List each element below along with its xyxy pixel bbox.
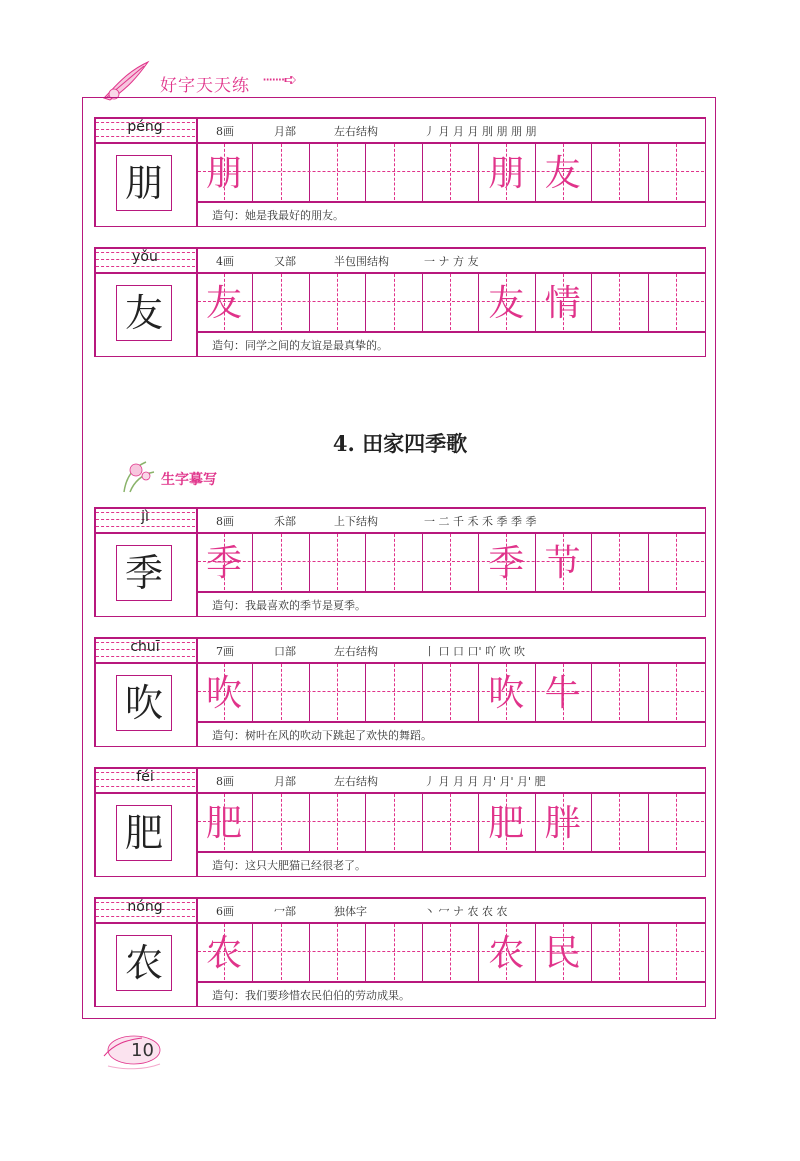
- cell-guide-line: [281, 794, 282, 850]
- stroke-order: 丿 月 月 月 月' 月' 月' 肥: [424, 775, 546, 788]
- word-character: 友: [544, 153, 581, 194]
- cell-guide-line: [281, 664, 282, 720]
- cell-guide-line: [676, 274, 677, 330]
- pinyin-label: féi: [136, 769, 154, 785]
- word-character: 肥: [488, 803, 525, 844]
- model-character-box: [116, 155, 172, 211]
- structure: 上下结构: [334, 515, 378, 528]
- pinyin-label: péng: [127, 119, 163, 135]
- cell-guide-line: [450, 274, 451, 330]
- header-title: 好字天天练: [160, 76, 250, 96]
- grid-line: [705, 897, 707, 1007]
- structure: 左右结构: [334, 775, 378, 788]
- radical: 口部: [274, 645, 296, 658]
- word-character: 民: [544, 933, 581, 974]
- stroke-order: 丿 月 月 月 刖 朋 朋 朋: [424, 125, 537, 138]
- grid-line: [196, 981, 706, 983]
- cell-guide-line: [394, 664, 395, 720]
- character-entry: [94, 117, 706, 227]
- cell-guide-line: [450, 664, 451, 720]
- structure: 半包围结构: [334, 255, 389, 268]
- cell-guide-line: [619, 664, 620, 720]
- model-character-box: [116, 285, 172, 341]
- word-character: 情: [544, 283, 581, 324]
- character-entry: [94, 897, 706, 1007]
- example-sentence: 造句：这只大肥猫已经很老了。: [212, 859, 366, 872]
- pinyin-guide-line: [96, 526, 195, 527]
- cell-guide-line: [281, 274, 282, 330]
- cell-guide-line: [337, 274, 338, 330]
- radical: 禾部: [274, 515, 296, 528]
- grid-line: [94, 662, 706, 664]
- word-character: 友: [488, 283, 525, 324]
- pinyin-label: jì: [141, 509, 149, 525]
- example-sentence: 造句：树叶在风的吹动下跳起了欢快的舞蹈。: [212, 729, 432, 742]
- character-entry: [94, 637, 706, 747]
- cell-guide-line: [198, 171, 704, 172]
- radical: 月部: [274, 775, 296, 788]
- cell-guide-line: [450, 794, 451, 850]
- character-entry: [94, 767, 706, 877]
- cell-guide-line: [619, 274, 620, 330]
- cell-guide-line: [676, 664, 677, 720]
- cell-guide-line: [450, 924, 451, 980]
- cell-guide-line: [394, 794, 395, 850]
- cell-guide-line: [676, 794, 677, 850]
- pinyin-label: chuī: [130, 639, 160, 655]
- word-character: 牛: [544, 673, 581, 714]
- model-character: 朋: [124, 161, 163, 205]
- pinyin-guide-line: [96, 656, 195, 657]
- stroke-order: 丶 冖 ナ 农 农 农: [424, 905, 508, 918]
- grid-line: [705, 767, 707, 877]
- grid-line: [94, 746, 706, 748]
- stroke-count: 7画: [216, 645, 234, 658]
- cell-guide-line: [619, 534, 620, 590]
- grid-line: [196, 721, 706, 723]
- pinyin-guide-line: [96, 266, 195, 267]
- cell-guide-line: [198, 561, 704, 562]
- cell-guide-line: [619, 794, 620, 850]
- grid-line: [94, 532, 706, 534]
- example-sentence: 造句：同学之间的友谊是最真挚的。: [212, 339, 388, 352]
- model-character: 吹: [124, 681, 163, 725]
- model-character-box: [116, 675, 172, 731]
- character-entry: [94, 507, 706, 617]
- cell-guide-line: [337, 144, 338, 200]
- cell-guide-line: [198, 951, 704, 952]
- grid-line: [196, 201, 706, 203]
- cell-guide-line: [281, 924, 282, 980]
- cell-guide-line: [676, 144, 677, 200]
- cell-guide-line: [676, 924, 677, 980]
- cell-guide-line: [281, 534, 282, 590]
- trace-character: 友: [205, 283, 242, 324]
- character-entry: [94, 247, 706, 357]
- model-character: 友: [124, 291, 163, 335]
- grid-line: [94, 876, 706, 878]
- cell-guide-line: [198, 821, 704, 822]
- example-sentence: 造句：我们要珍惜农民伯伯的劳动成果。: [212, 989, 410, 1002]
- trace-character: 吹: [205, 673, 242, 714]
- cell-guide-line: [450, 144, 451, 200]
- cell-guide-line: [619, 924, 620, 980]
- cell-guide-line: [619, 144, 620, 200]
- stroke-count: 8画: [216, 775, 234, 788]
- cell-guide-line: [676, 534, 677, 590]
- stroke-order: 一 ナ 方 友: [424, 255, 479, 268]
- cell-guide-line: [337, 664, 338, 720]
- pinyin-label: nóng: [127, 899, 163, 915]
- cell-guide-line: [394, 534, 395, 590]
- structure: 左右结构: [334, 645, 378, 658]
- trace-character: 朋: [205, 153, 242, 194]
- word-character: 胖: [544, 803, 581, 844]
- cell-guide-line: [337, 924, 338, 980]
- grid-line: [94, 226, 706, 228]
- grid-line: [94, 616, 706, 618]
- grid-line: [94, 142, 706, 144]
- cell-guide-line: [337, 794, 338, 850]
- cell-guide-line: [281, 144, 282, 200]
- cell-guide-line: [394, 144, 395, 200]
- grid-line: [196, 851, 706, 853]
- example-sentence: 造句：她是我最好的朋友。: [212, 209, 344, 222]
- model-character-box: [116, 805, 172, 861]
- trace-character: 农: [205, 933, 242, 974]
- pinyin-guide-line: [96, 916, 195, 917]
- header-arrow-icon: ·······➪: [262, 70, 296, 89]
- structure: 左右结构: [334, 125, 378, 138]
- grid-line: [94, 356, 706, 358]
- word-character: 吹: [488, 673, 525, 714]
- example-sentence: 造句：我最喜欢的季节是夏季。: [212, 599, 366, 612]
- cell-guide-line: [337, 534, 338, 590]
- grid-line: [94, 922, 706, 924]
- word-character: 农: [488, 933, 525, 974]
- trace-character: 肥: [205, 803, 242, 844]
- grid-line: [705, 247, 707, 357]
- grid-line: [196, 591, 706, 593]
- cell-guide-line: [450, 534, 451, 590]
- grid-line: [94, 792, 706, 794]
- grid-line: [94, 1006, 706, 1008]
- section-label: 生字摹写: [161, 472, 217, 488]
- trace-character: 季: [205, 543, 242, 584]
- orchid-icon: [116, 458, 158, 494]
- word-character: 朋: [488, 153, 525, 194]
- word-character: 季: [488, 543, 525, 584]
- pinyin-label: yǒu: [132, 249, 158, 265]
- radical: 月部: [274, 125, 296, 138]
- lesson-title: 4. 田家四季歌: [332, 431, 468, 456]
- radical: 又部: [274, 255, 296, 268]
- cell-guide-line: [394, 274, 395, 330]
- radical: 冖部: [274, 905, 296, 918]
- word-character: 节: [544, 543, 581, 584]
- stroke-count: 6画: [216, 905, 234, 918]
- cell-guide-line: [394, 924, 395, 980]
- model-character-box: [116, 545, 172, 601]
- page-number: 10: [131, 1040, 154, 1061]
- grid-line: [196, 331, 706, 333]
- grid-line: [94, 272, 706, 274]
- stroke-order: 丨 口 口 口' 吖 吹 吹: [424, 645, 526, 658]
- grid-line: [705, 117, 707, 227]
- pinyin-guide-line: [96, 786, 195, 787]
- model-character-box: [116, 935, 172, 991]
- stroke-count: 4画: [216, 255, 234, 268]
- model-character: 季: [124, 551, 163, 595]
- cell-guide-line: [198, 691, 704, 692]
- pinyin-guide-line: [96, 136, 195, 137]
- stroke-count: 8画: [216, 515, 234, 528]
- stroke-count: 8画: [216, 125, 234, 138]
- stroke-order: 一 二 千 禾 禾 季 季 季: [424, 515, 537, 528]
- grid-line: [705, 507, 707, 617]
- grid-line: [705, 637, 707, 747]
- structure: 独体字: [334, 905, 367, 918]
- model-character: 肥: [124, 811, 163, 855]
- cell-guide-line: [198, 301, 704, 302]
- model-character: 农: [124, 941, 163, 985]
